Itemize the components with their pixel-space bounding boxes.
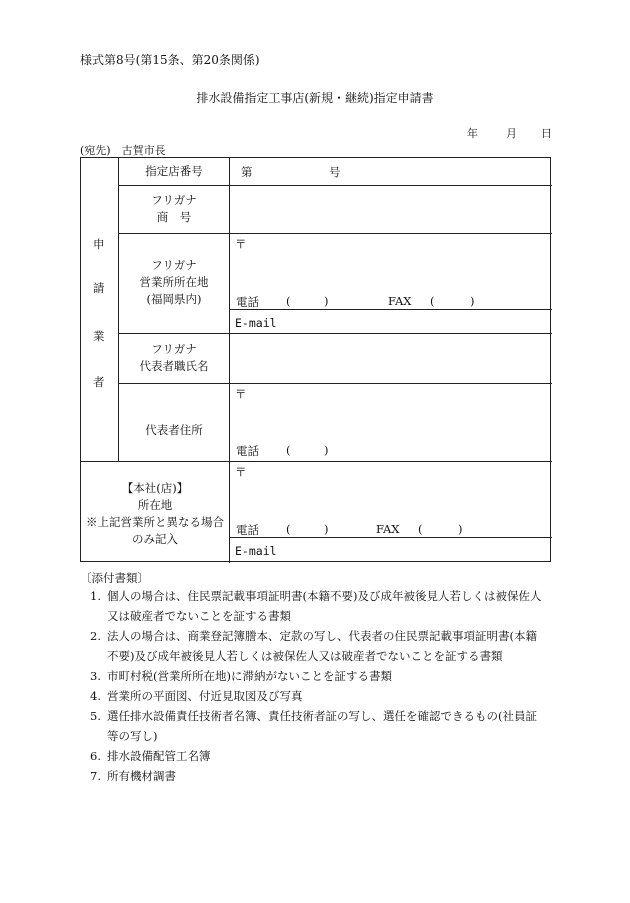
phone-paren-close: ) [324,294,329,308]
postal-mark: 〒 [235,237,247,251]
representative-address-field[interactable] [231,402,549,442]
head-office-label: 【本社(店)】 所在地 ※上記営業所と異なる場合 のみ記入 [86,481,224,546]
application-form-table [80,157,551,562]
shop-number-suffix: 号 [329,165,341,179]
group-label-char: 申 [93,237,105,251]
head-office-postal-mark: 〒 [235,465,247,479]
attachments-heading: 〔添付書類〕 [80,571,149,585]
row-divider [118,233,552,234]
date-day-label: 日 [541,127,552,140]
office-address-field[interactable] [231,252,549,292]
column-divider [229,158,230,563]
head-office-email-field[interactable] [281,540,549,558]
representative-name-field[interactable] [231,335,549,381]
rep-phone-paren-close: ) [324,443,329,457]
row-divider [118,333,552,334]
group-label-char: 者 [93,375,105,389]
head-office-phone-paren-open: ( [286,522,291,536]
fax-paren-close: ) [470,294,475,308]
shop-number-prefix: 第 [241,165,253,179]
date-month-label: 月 [506,127,517,140]
head-office-fax-label: FAX [376,522,400,536]
head-office-email-label: E-mail [235,544,277,558]
fax-label: FAX [388,294,412,308]
representative-address-label: 代表者住所 [145,423,203,437]
rep-phone-paren-open: ( [286,443,291,457]
rep-phone-label: 電話 [236,444,259,458]
group-label-char: 請 [93,281,105,295]
row-divider [118,383,552,384]
date-year-label: 年 [467,127,478,140]
row-divider [229,537,552,538]
shop-number-field[interactable] [256,162,326,182]
email-field[interactable] [281,313,549,331]
head-office-fax-paren-open: ( [418,522,423,536]
row-divider [81,461,552,462]
phone-paren-open: ( [286,294,291,308]
group-label-char: 業 [93,329,105,343]
fax-paren-open: ( [430,294,435,308]
addressee: (宛先) 古賀市長 [80,144,166,157]
head-office-fax-paren-close: ) [458,522,463,536]
email-label: E-mail [235,316,277,330]
row-divider [229,309,552,310]
head-office-phone-paren-close: ) [324,522,329,536]
phone-label: 電話 [236,295,259,309]
trade-name-label: フリガナ 商 号 [151,193,197,224]
head-office-phone-label: 電話 [236,523,259,537]
row-divider [118,185,552,186]
representative-name-label: フリガナ 代表者職氏名 [139,342,209,373]
head-office-address-field[interactable] [231,480,549,518]
page-title: 排水設備指定工事店(新規・継続)指定申請書 [196,91,434,105]
form-number: 様式第8号(第15条、第20条関係) [80,53,260,67]
trade-name-field[interactable] [231,187,549,231]
office-address-label: フリガナ 営業所所在地 (福岡県内) [139,258,209,306]
shop-number-label: 指定店番号 [145,164,203,178]
rep-postal-mark: 〒 [235,387,247,401]
